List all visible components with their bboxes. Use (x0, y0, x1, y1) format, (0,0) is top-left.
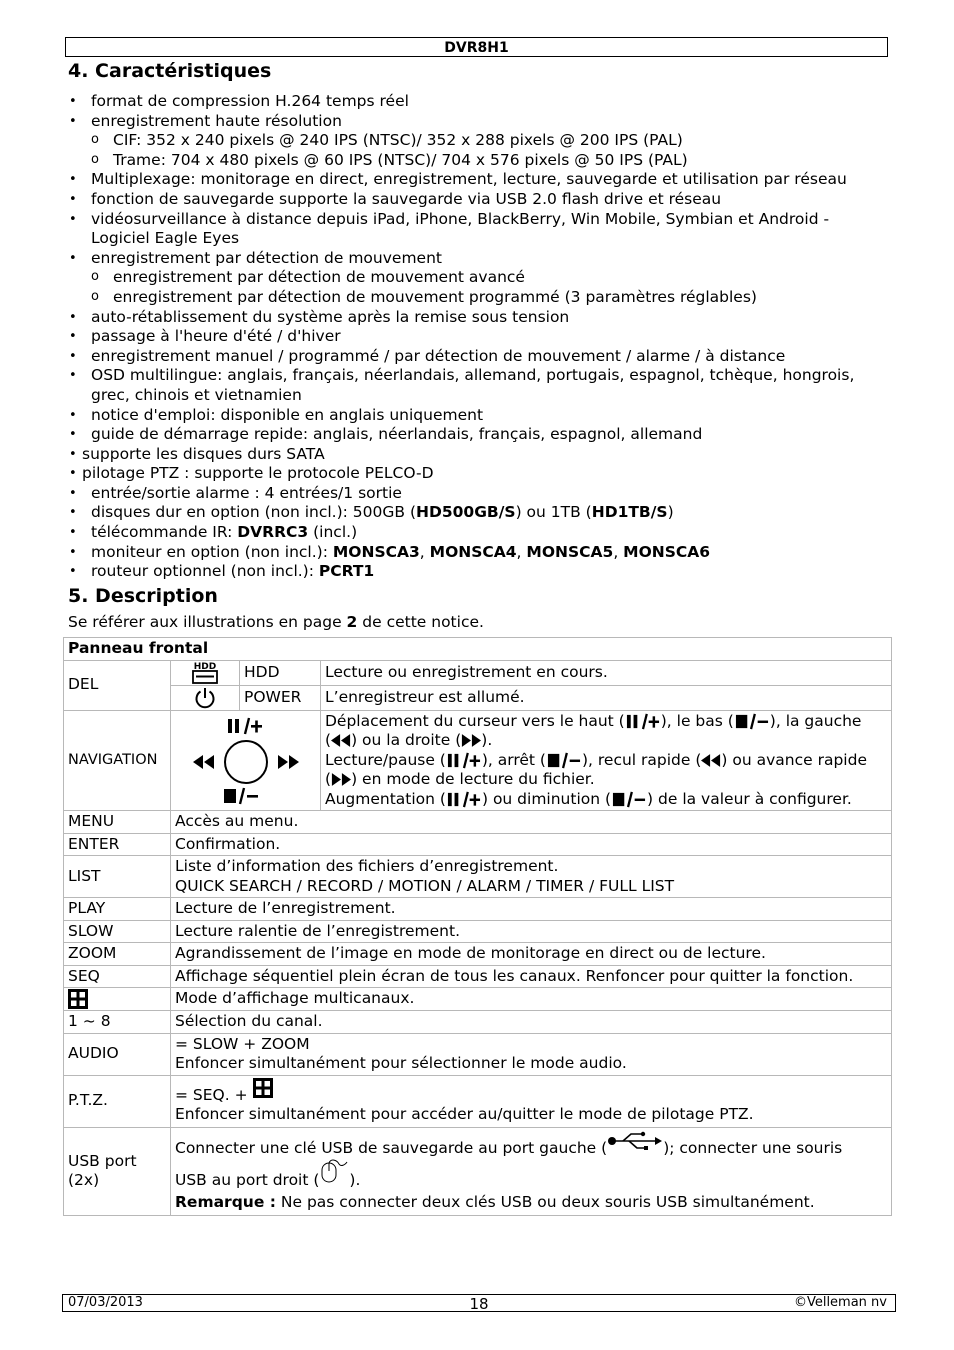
list-item: • OSD multilingue: anglais, français, néerlandais, allemand, portugais, espagnol, tchèque, hongrois, grec, chinois et vietnamien (68, 366, 888, 405)
list-item: • vidéosurveillance à distance depuis iPad, iPhone, BlackBerry, Win Mobile, Symbian et Android - Logiciel Eagle Eyes (68, 210, 888, 249)
list-item: • pilotage PTZ : supporte le protocole PELCO-D (68, 464, 888, 484)
list-item: • routeur optionnel (non incl.): PCRT1 (68, 562, 888, 582)
stop-icon (611, 791, 647, 808)
mouse-icon (319, 1159, 349, 1183)
document-header: DVR8H1 (65, 37, 888, 57)
play-key: PLAY (64, 898, 171, 921)
play-desc: Lecture de l’enregistrement. (171, 898, 892, 921)
zoom-desc: Agrandissement de l’image en mode de monitorage en direct ou de lecture. (171, 943, 892, 966)
seq-desc: Affichage séquentiel plein écran de tous les canaux. Renfoncer pour quitter la fonction. (171, 965, 892, 988)
rewind-icon (331, 734, 351, 747)
page-footer (62, 1294, 896, 1312)
list-subitem: o Trame: 704 x 480 pixels @ 60 IPS (NTSC)/ 704 x 576 pixels @ 50 IPS (PAL) (68, 151, 888, 171)
list-item: • enregistrement haute résolution (68, 112, 888, 132)
usb-icon (607, 1131, 663, 1151)
list-item: • notice d'emploi: disponible en anglais uniquement (68, 406, 888, 426)
section-5-intro: Se référer aux illustrations en page 2 de cette notice. (68, 613, 484, 631)
list-item: • télécommande IR: DVRRC3 (incl.) (68, 523, 888, 543)
list-subitem: o CIF: 352 x 240 pixels @ 240 IPS (NTSC)/ 352 x 288 pixels @ 200 IPS (PAL) (68, 131, 888, 151)
front-panel-table (63, 637, 892, 1216)
ptz-key: P.T.Z. (64, 1075, 171, 1127)
usb-key: USB port (2x) (64, 1127, 171, 1215)
footer-copyright: ©Velleman nv (793, 1295, 887, 1310)
section-5-title: 5. Description (68, 585, 218, 607)
list-item: • disques dur en option (non incl.): 500GB (HD500GB/S) ou 1TB (HD1TB/S) (68, 503, 888, 523)
list-item: • enregistrement par détection de mouvement (68, 249, 888, 269)
list-item: • Multiplexage: monitorage en direct, enregistrement, lecture, sauvegarde et utilisation par réseau (68, 170, 888, 190)
hdd-icon (190, 661, 220, 685)
features-list (68, 92, 888, 582)
ptz-desc: = SEQ. + Enfoncer simultanément pour accéder au/quitter le mode de pilotage PTZ. (171, 1075, 892, 1127)
list-item: • passage à l'heure d'été / d'hiver (68, 327, 888, 347)
stop-icon (546, 752, 582, 769)
hdd-name: HDD (240, 660, 321, 685)
list-item: • format de compression H.264 temps réel (68, 92, 888, 112)
slow-desc: Lecture ralentie de l’enregistrement. (171, 920, 892, 943)
hdd-icon-text: HDD (193, 661, 217, 672)
menu-desc: Accès au menu. (171, 811, 892, 834)
navigation-desc: Déplacement du curseur vers le haut ( ), le bas ( ), la gauche ( ) ou la droite ( ). Lecture/pause ( ), arrêt ( ), recul rapide ( ) ou avance rapide ( ) en mode de lecture du fichier. Augmentation ( ) ou diminution ( ) de la valeur à configurer. (321, 710, 892, 811)
list-subitem: o enregistrement par détection de mouvement programmé (3 paramètres réglables) (68, 288, 888, 308)
footer-date: 07/03/2013 (68, 1295, 143, 1310)
list-desc: Liste d’information des fichiers d’enregistrement. QUICK SEARCH / RECORD / MOTION / ALARM / TIMER / FULL LIST (171, 856, 892, 898)
audio-key: AUDIO (64, 1033, 171, 1075)
navigation-label: NAVIGATION (64, 710, 171, 811)
rewind-icon (701, 754, 721, 767)
power-desc: L’enregistreur est allumé. (321, 685, 892, 710)
play-pause-icon (446, 791, 482, 808)
list-subitem: o enregistrement par détection de mouvement avancé (68, 268, 888, 288)
power-icon-cell (171, 685, 240, 710)
stop-icon (734, 713, 770, 730)
navigation-pad-icon (187, 713, 305, 807)
power-icon (193, 686, 217, 710)
multichannel-desc: Mode d’affichage multicanaux. (171, 988, 892, 1011)
seq-key: SEQ (64, 965, 171, 988)
hdd-icon-cell (171, 660, 240, 685)
zoom-key: ZOOM (64, 943, 171, 966)
page-number: 18 (469, 1295, 489, 1313)
channel-key: 1 ~ 8 (64, 1011, 171, 1034)
list-item: • guide de démarrage repide: anglais, néerlandais, français, espagnol, allemand (68, 425, 888, 445)
section-4-title: 4. Caractéristiques (68, 60, 272, 82)
slow-key: SLOW (64, 920, 171, 943)
multichannel-grid-icon (253, 1078, 273, 1098)
list-item: • supporte les disques durs SATA (68, 445, 888, 465)
navigation-icon-cell (171, 710, 321, 811)
list-item: • entrée/sortie alarme : 4 entrées/1 sortie (68, 484, 888, 504)
list-key: LIST (64, 856, 171, 898)
play-pause-icon (446, 752, 482, 769)
list-item: • enregistrement manuel / programmé / par détection de mouvement / alarme / à distance (68, 347, 888, 367)
enter-desc: Confirmation. (171, 833, 892, 856)
power-name: POWER (240, 685, 321, 710)
play-pause-icon (625, 713, 661, 730)
channel-desc: Sélection du canal. (171, 1011, 892, 1034)
fast-forward-icon (461, 734, 481, 747)
audio-desc: = SLOW + ZOOM Enfoncer simultanément pour sélectionner le mode audio. (171, 1033, 892, 1075)
list-item: • auto-rétablissement du système après la remise sous tension (68, 308, 888, 328)
multichannel-key (64, 988, 171, 1011)
menu-key: MENU (64, 811, 171, 834)
list-item: • moniteur en option (non incl.): MONSCA3, MONSCA4, MONSCA5, MONSCA6 (68, 543, 888, 563)
list-item: • fonction de sauvegarde supporte la sauvegarde via USB 2.0 flash drive et réseau (68, 190, 888, 210)
del-label: DEL (64, 660, 171, 710)
hdd-desc: Lecture ou enregistrement en cours. (321, 660, 892, 685)
table-title: Panneau frontal (64, 638, 892, 661)
multichannel-grid-icon (68, 989, 88, 1009)
fast-forward-icon (331, 773, 351, 786)
usb-desc: Connecter une clé USB de sauvegarde au port gauche ( ); connecter une souris USB au port droit ( ). Remarque : Ne pas connecter deux clés USB ou deux souris USB simultanément. (171, 1127, 892, 1215)
enter-key: ENTER (64, 833, 171, 856)
